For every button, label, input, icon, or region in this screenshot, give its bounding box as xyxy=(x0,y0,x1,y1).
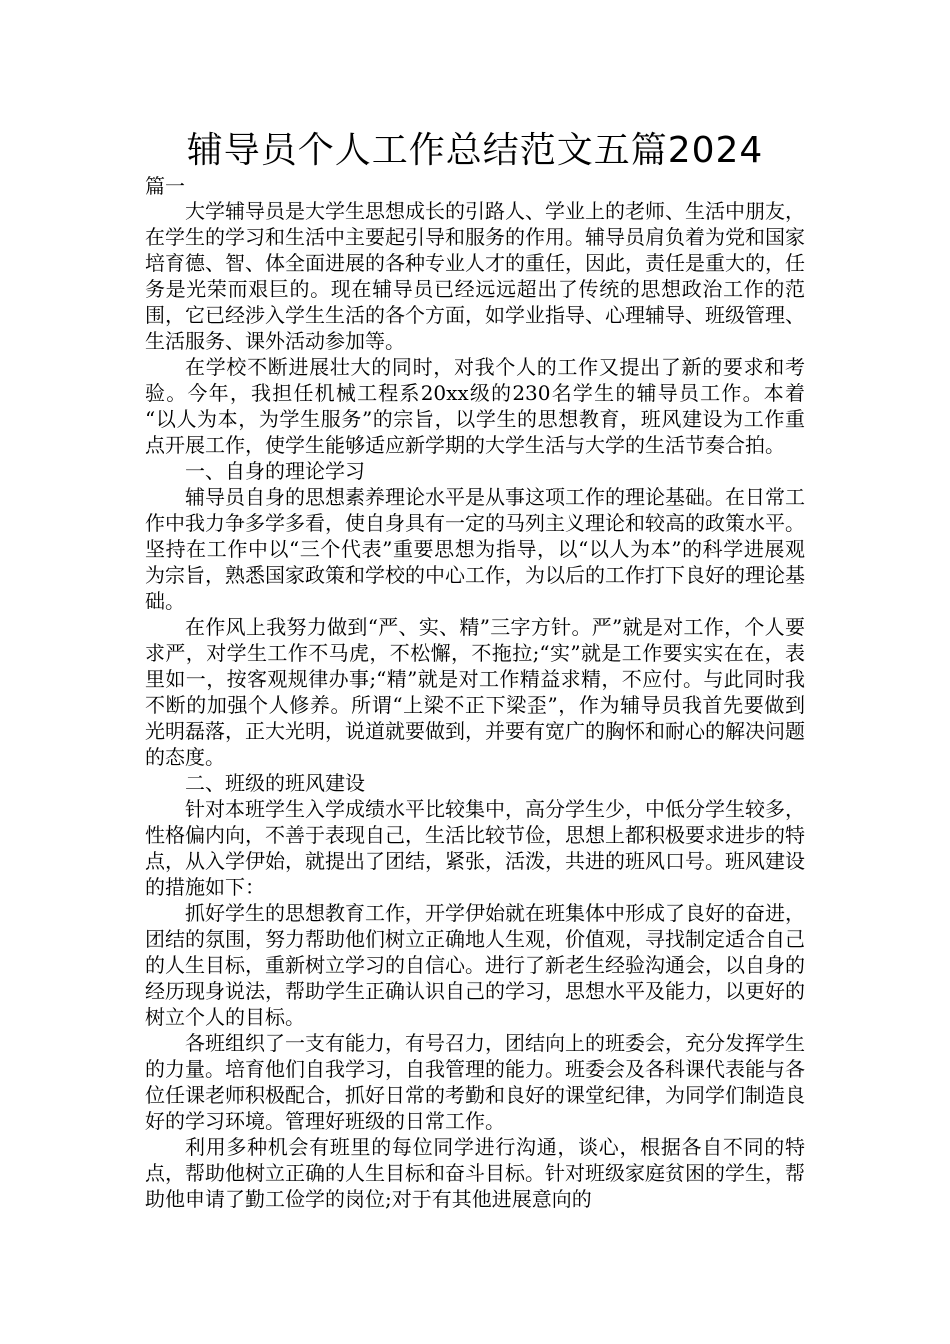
document-page xyxy=(145,128,805,1212)
paragraph: 大学辅导员是大学生思想成长的引路人、学业上的老师、生活中朋友，在学生的学习和生活中主要起引导和服务的作用。辅导员肩负着为党和国家培育德、智、体全面进展的各种专业人才的重任，因此，责任是重大的，任务是光荣而艰巨的。现在辅导员已经远远超出了传统的思想政治工作的范围，它已经涉入学生生活的各个方面，如学业指导、心理辅导、班级管理、生活服务、课外活动参加等。 xyxy=(145,199,805,353)
paragraph: 辅导员自身的思想素养理论水平是从事这项工作的理论基础。在日常工作中我力争多学多看，使自身具有一定的马列主义理论和较高的政策水平。坚持在工作中以“三个代表”重要思想为指导，以“以人为本”的科学进展观为宗旨，熟悉国家政策和学校的中心工作，为以后的工作打下良好的理论基础。 xyxy=(145,485,805,613)
section-label: 篇一 xyxy=(145,174,185,198)
paragraph: 针对本班学生入学成绩水平比较集中，高分学生少，中低分学生较多，性格偏内向，不善于表现自己，生活比较节俭，思想上都积极要求进步的特点，从入学伊始，就提出了团结，紧张，活泼，共进的班风口号。班风建设的措施如下： xyxy=(145,797,805,899)
paragraph: 利用多种机会有班里的每位同学进行沟通，谈心，根据各自不同的特点，帮助他树立正确的人生目标和奋斗目标。针对班级家庭贫困的学生，帮助他申请了勤工俭学的岗位;对于有其他进展意向的 xyxy=(145,1135,805,1211)
paragraph: 各班组织了一支有能力，有号召力，团结向上的班委会，充分发挥学生的力量。培育他们自我学习，自我管理的能力。班委会及各科课代表能与各位任课老师积极配合，抓好日常的考勤和良好的课堂纪律，为同学们制造良好的学习环境。管理好班级的日常工作。 xyxy=(145,1031,805,1133)
paragraph: 在学校不断进展壮大的同时，对我个人的工作又提出了新的要求和考验。今年，我担任机械工程系20xx级的230名学生的辅导员工作。本着 “以人为本，为学生服务”的宗旨，以学生的思想教育，班风建设为工作重点开展工作，使学生能够适应新学期的大学生活与大学的生活节奏合拍。 xyxy=(145,355,805,457)
document-title: 辅导员个人工作总结范文五篇2024 xyxy=(186,130,764,171)
document-body xyxy=(145,198,805,1212)
paragraph: 抓好学生的思想教育工作，开学伊始就在班集体中形成了良好的奋进，团结的氛围，努力帮助他们树立正确地人生观，价值观，寻找制定适合自己的人生目标，重新树立学习的自信心。进行了新老生经验沟通会，以自身的经历现身说法，帮助学生正确认识自己的学习，思想水平及能力，以更好的树立个人的目标。 xyxy=(145,901,805,1029)
paragraph: 在作风上我努力做到“严、实、精”三字方针。严”就是对工作，个人要求严，对学生工作不马虎，不松懈，不拖拉;“实”就是工作要实实在在，表里如一，按客观规律办事;“精”就是对工作精益求精，不应付。与此同时我不断的加强个人修养。所谓“上梁不正下梁歪”，作为辅导员我首先要做到光明磊落，正大光明，说道就要做到，并要有宽广的胸怀和耐心的解决问题的态度。 xyxy=(145,615,805,769)
section-heading: 二、班级的班风建设 xyxy=(185,771,365,795)
section-heading: 一、自身的理论学习 xyxy=(185,459,365,483)
